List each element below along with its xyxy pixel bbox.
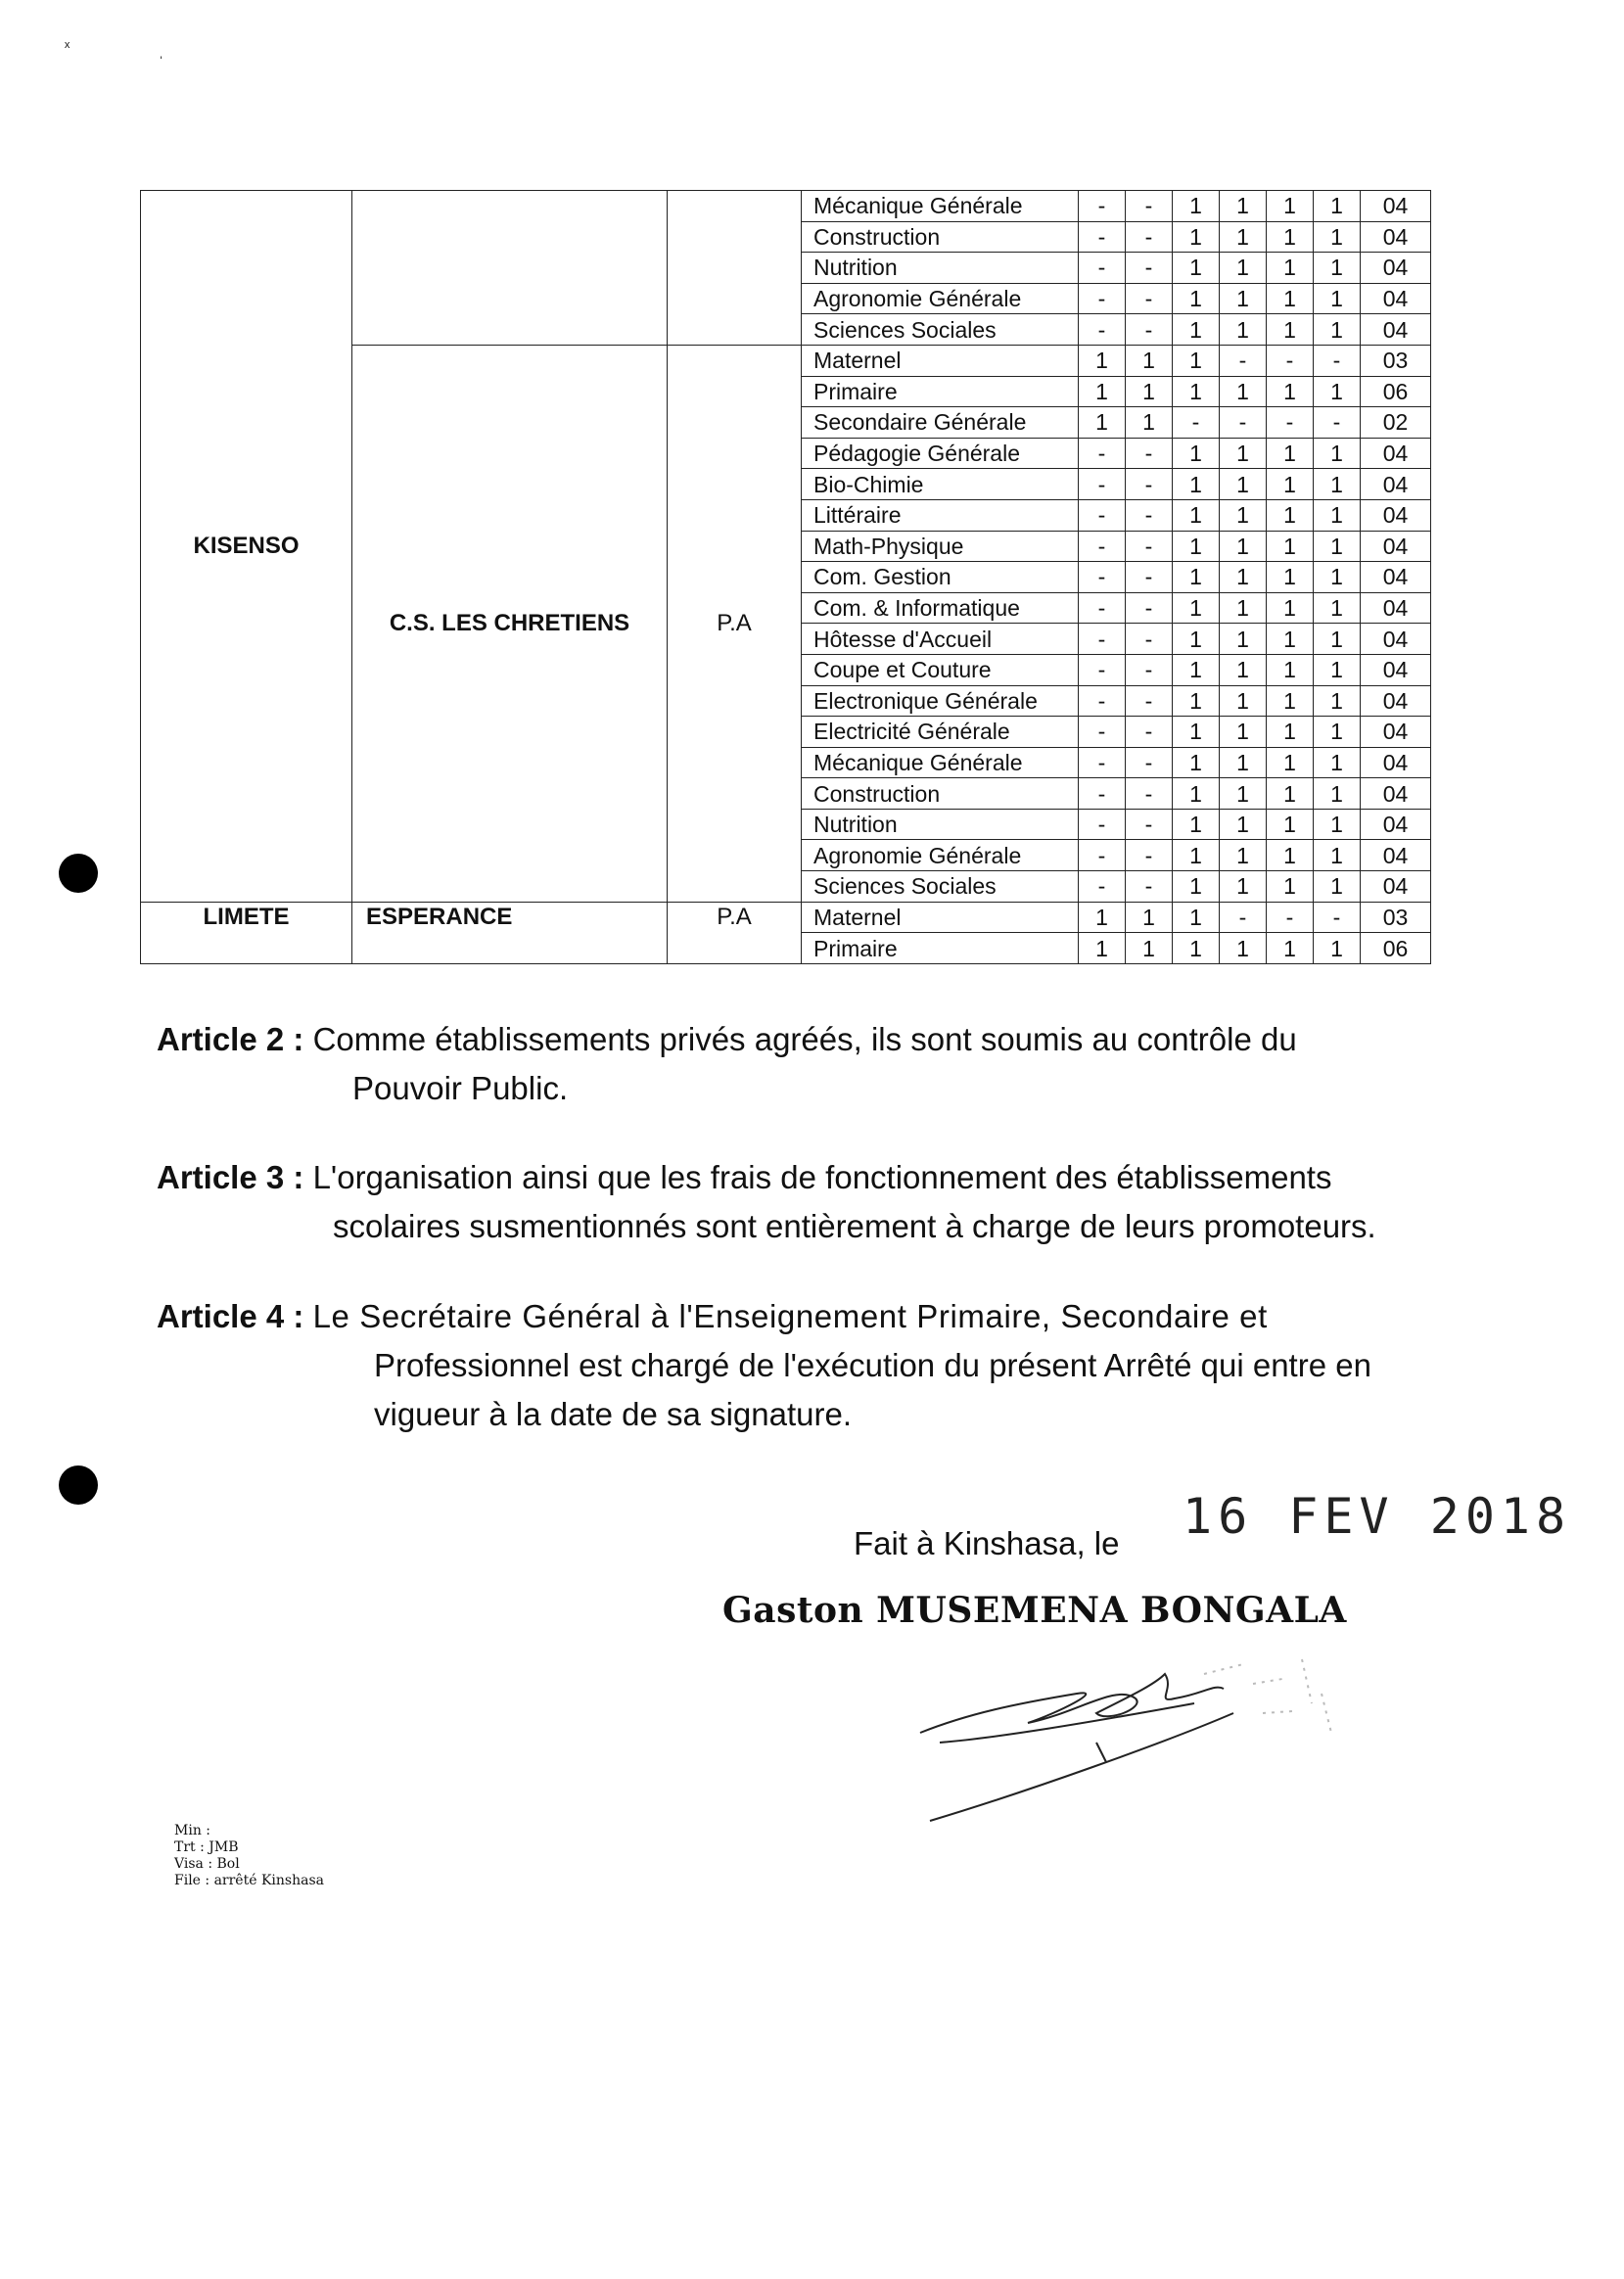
article-4 xyxy=(157,1292,1429,1439)
total-cell: 04 xyxy=(1361,871,1431,903)
class-cell: 1 xyxy=(1173,469,1220,500)
option-cell: Maternel xyxy=(802,345,1079,376)
class-cell: 1 xyxy=(1314,778,1361,810)
class-cell: - xyxy=(1220,407,1267,439)
total-cell: 04 xyxy=(1361,221,1431,253)
class-cell: 1 xyxy=(1079,345,1126,376)
total-cell: 04 xyxy=(1361,499,1431,531)
total-cell: 04 xyxy=(1361,191,1431,222)
class-cell: 1 xyxy=(1220,531,1267,562)
class-cell: 1 xyxy=(1126,376,1173,407)
class-cell: - xyxy=(1126,654,1173,685)
class-cell: - xyxy=(1079,592,1126,624)
place-date-label: Fait à Kinshasa, le xyxy=(854,1525,1120,1561)
option-cell: Sciences Sociales xyxy=(802,871,1079,903)
total-cell: 06 xyxy=(1361,933,1431,964)
option-cell: Electronique Générale xyxy=(802,685,1079,717)
class-cell: 1 xyxy=(1314,624,1361,655)
class-cell: - xyxy=(1126,469,1173,500)
date-stamp: 16 FEV 2018 xyxy=(1183,1488,1572,1545)
class-cell: - xyxy=(1079,840,1126,871)
class-cell: - xyxy=(1126,840,1173,871)
ref-line: File : arrêté Kinshasa xyxy=(174,1873,324,1888)
class-cell: 1 xyxy=(1267,283,1314,314)
article-2 xyxy=(157,1015,1429,1113)
class-cell: - xyxy=(1267,345,1314,376)
article-4-label: Article 4 : xyxy=(157,1298,304,1334)
class-cell: 1 xyxy=(1267,469,1314,500)
article-2-cont: Pouvoir Public. xyxy=(352,1070,569,1106)
class-cell: 1 xyxy=(1220,717,1267,748)
class-cell: 1 xyxy=(1173,624,1220,655)
class-cell: 1 xyxy=(1173,840,1220,871)
class-cell: 1 xyxy=(1220,469,1267,500)
option-cell: Coupe et Couture xyxy=(802,654,1079,685)
class-cell: 1 xyxy=(1267,221,1314,253)
class-cell: 1 xyxy=(1267,778,1314,810)
class-cell: - xyxy=(1126,253,1173,284)
schools-table xyxy=(140,190,1431,964)
class-cell: 1 xyxy=(1173,747,1220,778)
class-cell: 1 xyxy=(1079,902,1126,933)
class-cell: 1 xyxy=(1173,191,1220,222)
option-cell: Math-Physique xyxy=(802,531,1079,562)
class-cell: 1 xyxy=(1220,809,1267,840)
total-cell: 04 xyxy=(1361,778,1431,810)
option-cell: Mécanique Générale xyxy=(802,191,1079,222)
option-cell: Hôtesse d'Accueil xyxy=(802,624,1079,655)
location-cell: LIMETE xyxy=(141,902,352,963)
class-cell: 1 xyxy=(1173,871,1220,903)
total-cell: 04 xyxy=(1361,747,1431,778)
school-cell-empty xyxy=(352,191,668,346)
class-cell: 1 xyxy=(1314,562,1361,593)
class-cell: 1 xyxy=(1173,438,1220,469)
article-4-cont2: vigueur à la date de sa signature. xyxy=(374,1396,852,1432)
total-cell: 04 xyxy=(1361,531,1431,562)
class-cell: - xyxy=(1126,592,1173,624)
class-cell: 1 xyxy=(1267,747,1314,778)
total-cell: 04 xyxy=(1361,469,1431,500)
class-cell: 1 xyxy=(1173,902,1220,933)
class-cell: 1 xyxy=(1220,747,1267,778)
class-cell: 1 xyxy=(1314,933,1361,964)
class-cell: 1 xyxy=(1314,654,1361,685)
class-cell: - xyxy=(1126,531,1173,562)
class-cell: 1 xyxy=(1126,933,1173,964)
class-cell: - xyxy=(1314,407,1361,439)
option-cell: Primaire xyxy=(802,933,1079,964)
class-cell: 1 xyxy=(1173,376,1220,407)
total-cell: 03 xyxy=(1361,902,1431,933)
class-cell: 1 xyxy=(1220,685,1267,717)
signer-name: Gaston MUSEMENA BONGALA xyxy=(722,1590,1347,1631)
class-cell: 1 xyxy=(1314,314,1361,346)
class-cell: 1 xyxy=(1126,902,1173,933)
punch-hole xyxy=(59,854,98,893)
class-cell: 1 xyxy=(1173,499,1220,531)
class-cell: 1 xyxy=(1220,253,1267,284)
option-cell: Mécanique Générale xyxy=(802,747,1079,778)
class-cell: 1 xyxy=(1173,221,1220,253)
total-cell: 03 xyxy=(1361,345,1431,376)
class-cell: 1 xyxy=(1267,253,1314,284)
total-cell: 04 xyxy=(1361,592,1431,624)
total-cell: 02 xyxy=(1361,407,1431,439)
class-cell: 1 xyxy=(1126,407,1173,439)
option-cell: Primaire xyxy=(802,376,1079,407)
class-cell: 1 xyxy=(1314,499,1361,531)
total-cell: 04 xyxy=(1361,654,1431,685)
option-cell: Bio-Chimie xyxy=(802,469,1079,500)
class-cell: - xyxy=(1126,283,1173,314)
class-cell: 1 xyxy=(1173,592,1220,624)
article-3-text: L'organisation ainsi que les frais de fonctionnement des établissements xyxy=(312,1159,1332,1195)
class-cell: 1 xyxy=(1267,191,1314,222)
class-cell: 1 xyxy=(1126,345,1173,376)
class-cell: 1 xyxy=(1173,685,1220,717)
class-cell: - xyxy=(1079,438,1126,469)
ref-line: Min : xyxy=(174,1823,210,1838)
class-cell: 1 xyxy=(1220,592,1267,624)
table-row xyxy=(141,191,1431,222)
total-cell: 04 xyxy=(1361,562,1431,593)
class-cell: - xyxy=(1126,499,1173,531)
class-cell: - xyxy=(1220,345,1267,376)
class-cell: - xyxy=(1173,407,1220,439)
class-cell: 1 xyxy=(1314,283,1361,314)
class-cell: 1 xyxy=(1314,253,1361,284)
class-cell: 1 xyxy=(1314,809,1361,840)
class-cell: - xyxy=(1126,191,1173,222)
class-cell: - xyxy=(1079,747,1126,778)
punch-hole xyxy=(59,1465,98,1505)
class-cell: - xyxy=(1314,902,1361,933)
class-cell: - xyxy=(1220,902,1267,933)
class-cell: - xyxy=(1079,314,1126,346)
class-cell: - xyxy=(1079,809,1126,840)
class-cell: - xyxy=(1126,809,1173,840)
class-cell: - xyxy=(1126,562,1173,593)
article-4-text: Le Secrétaire Général à l'Enseignement Primaire, Secondaire et xyxy=(312,1298,1268,1334)
handwritten-signature xyxy=(910,1645,1419,1840)
class-cell: 1 xyxy=(1173,253,1220,284)
table-row xyxy=(141,902,1431,933)
option-cell: Construction xyxy=(802,778,1079,810)
option-cell: Nutrition xyxy=(802,809,1079,840)
class-cell: 1 xyxy=(1220,654,1267,685)
total-cell: 04 xyxy=(1361,717,1431,748)
ref-line: Trt : JMB xyxy=(174,1839,239,1855)
class-cell: 1 xyxy=(1314,871,1361,903)
class-cell: - xyxy=(1126,717,1173,748)
class-cell: 1 xyxy=(1314,531,1361,562)
class-cell: 1 xyxy=(1220,314,1267,346)
class-cell: - xyxy=(1079,283,1126,314)
class-cell: - xyxy=(1267,902,1314,933)
regime-cell-empty xyxy=(668,191,802,346)
class-cell: 1 xyxy=(1267,438,1314,469)
class-cell: 1 xyxy=(1267,685,1314,717)
class-cell: 1 xyxy=(1220,438,1267,469)
class-cell: 1 xyxy=(1220,283,1267,314)
class-cell: 1 xyxy=(1173,562,1220,593)
article-3 xyxy=(157,1153,1429,1251)
class-cell: 1 xyxy=(1267,840,1314,871)
class-cell: - xyxy=(1126,314,1173,346)
total-cell: 04 xyxy=(1361,624,1431,655)
class-cell: 1 xyxy=(1220,376,1267,407)
class-cell: - xyxy=(1079,191,1126,222)
class-cell: 1 xyxy=(1079,376,1126,407)
class-cell: 1 xyxy=(1220,933,1267,964)
class-cell: - xyxy=(1126,221,1173,253)
option-cell: Littéraire xyxy=(802,499,1079,531)
class-cell: 1 xyxy=(1267,717,1314,748)
class-cell: 1 xyxy=(1314,191,1361,222)
class-cell: 1 xyxy=(1079,407,1126,439)
class-cell: 1 xyxy=(1173,345,1220,376)
class-cell: 1 xyxy=(1220,840,1267,871)
class-cell: 1 xyxy=(1314,376,1361,407)
class-cell: 1 xyxy=(1267,809,1314,840)
class-cell: - xyxy=(1126,438,1173,469)
class-cell: 1 xyxy=(1173,314,1220,346)
total-cell: 04 xyxy=(1361,253,1431,284)
total-cell: 06 xyxy=(1361,376,1431,407)
total-cell: 04 xyxy=(1361,809,1431,840)
class-cell: 1 xyxy=(1220,221,1267,253)
class-cell: - xyxy=(1314,345,1361,376)
class-cell: 1 xyxy=(1173,933,1220,964)
option-cell: Maternel xyxy=(802,902,1079,933)
class-cell: - xyxy=(1079,717,1126,748)
option-cell: Electricité Générale xyxy=(802,717,1079,748)
total-cell: 04 xyxy=(1361,438,1431,469)
regime-cell: P.A xyxy=(668,345,802,902)
class-cell: - xyxy=(1267,407,1314,439)
article-2-text: Comme établissements privés agréés, ils sont soumis au contrôle du xyxy=(312,1021,1297,1057)
article-2-label: Article 2 : xyxy=(157,1021,304,1057)
option-cell: Agronomie Générale xyxy=(802,283,1079,314)
class-cell: - xyxy=(1079,562,1126,593)
location-cell: KISENSO xyxy=(141,191,352,903)
class-cell: - xyxy=(1079,871,1126,903)
class-cell: 1 xyxy=(1173,531,1220,562)
class-cell: 1 xyxy=(1314,221,1361,253)
class-cell: 1 xyxy=(1220,624,1267,655)
total-cell: 04 xyxy=(1361,314,1431,346)
class-cell: 1 xyxy=(1314,717,1361,748)
class-cell: - xyxy=(1126,624,1173,655)
class-cell: 1 xyxy=(1220,562,1267,593)
school-name-cell: ESPERANCE xyxy=(352,902,668,963)
class-cell: 1 xyxy=(1314,840,1361,871)
class-cell: 1 xyxy=(1314,592,1361,624)
references-block xyxy=(174,1823,324,1889)
option-cell: Secondaire Générale xyxy=(802,407,1079,439)
class-cell: 1 xyxy=(1173,809,1220,840)
class-cell: - xyxy=(1126,778,1173,810)
class-cell: - xyxy=(1079,469,1126,500)
class-cell: 1 xyxy=(1267,592,1314,624)
class-cell: - xyxy=(1126,871,1173,903)
option-cell: Nutrition xyxy=(802,253,1079,284)
class-cell: 1 xyxy=(1314,469,1361,500)
ref-line: Visa : Bol xyxy=(174,1856,240,1872)
class-cell: - xyxy=(1079,221,1126,253)
option-cell: Com. Gestion xyxy=(802,562,1079,593)
class-cell: - xyxy=(1126,747,1173,778)
total-cell: 04 xyxy=(1361,685,1431,717)
class-cell: 1 xyxy=(1173,717,1220,748)
class-cell: - xyxy=(1079,685,1126,717)
option-cell: Com. & Informatique xyxy=(802,592,1079,624)
article-4-cont: Professionnel est chargé de l'exécution du présent Arrêté qui entre en xyxy=(374,1347,1371,1383)
class-cell: 1 xyxy=(1220,871,1267,903)
option-cell: Pédagogie Générale xyxy=(802,438,1079,469)
class-cell: 1 xyxy=(1314,438,1361,469)
regime-cell: P.A xyxy=(668,902,802,963)
class-cell: - xyxy=(1079,624,1126,655)
class-cell: 1 xyxy=(1314,685,1361,717)
class-cell: 1 xyxy=(1267,376,1314,407)
total-cell: 04 xyxy=(1361,283,1431,314)
class-cell: 1 xyxy=(1220,191,1267,222)
class-cell: 1 xyxy=(1267,624,1314,655)
class-cell: 1 xyxy=(1173,778,1220,810)
class-cell: 1 xyxy=(1220,778,1267,810)
article-3-cont: scolaires susmentionnés sont entièrement à charge de leurs promoteurs. xyxy=(333,1208,1376,1244)
class-cell: - xyxy=(1079,778,1126,810)
article-3-label: Article 3 : xyxy=(157,1159,304,1195)
class-cell: 1 xyxy=(1173,654,1220,685)
school-name-cell: C.S. LES CHRETIENS xyxy=(352,345,668,902)
option-cell: Construction xyxy=(802,221,1079,253)
class-cell: 1 xyxy=(1267,654,1314,685)
option-cell: Agronomie Générale xyxy=(802,840,1079,871)
class-cell: 1 xyxy=(1267,933,1314,964)
class-cell: 1 xyxy=(1267,531,1314,562)
class-cell: 1 xyxy=(1267,499,1314,531)
class-cell: - xyxy=(1079,499,1126,531)
class-cell: 1 xyxy=(1267,871,1314,903)
class-cell: 1 xyxy=(1173,283,1220,314)
class-cell: - xyxy=(1079,253,1126,284)
class-cell: 1 xyxy=(1079,933,1126,964)
total-cell: 04 xyxy=(1361,840,1431,871)
class-cell: - xyxy=(1079,531,1126,562)
class-cell: - xyxy=(1126,685,1173,717)
class-cell: 1 xyxy=(1314,747,1361,778)
class-cell: - xyxy=(1079,654,1126,685)
class-cell: 1 xyxy=(1267,562,1314,593)
class-cell: 1 xyxy=(1267,314,1314,346)
option-cell: Sciences Sociales xyxy=(802,314,1079,346)
class-cell: 1 xyxy=(1220,499,1267,531)
